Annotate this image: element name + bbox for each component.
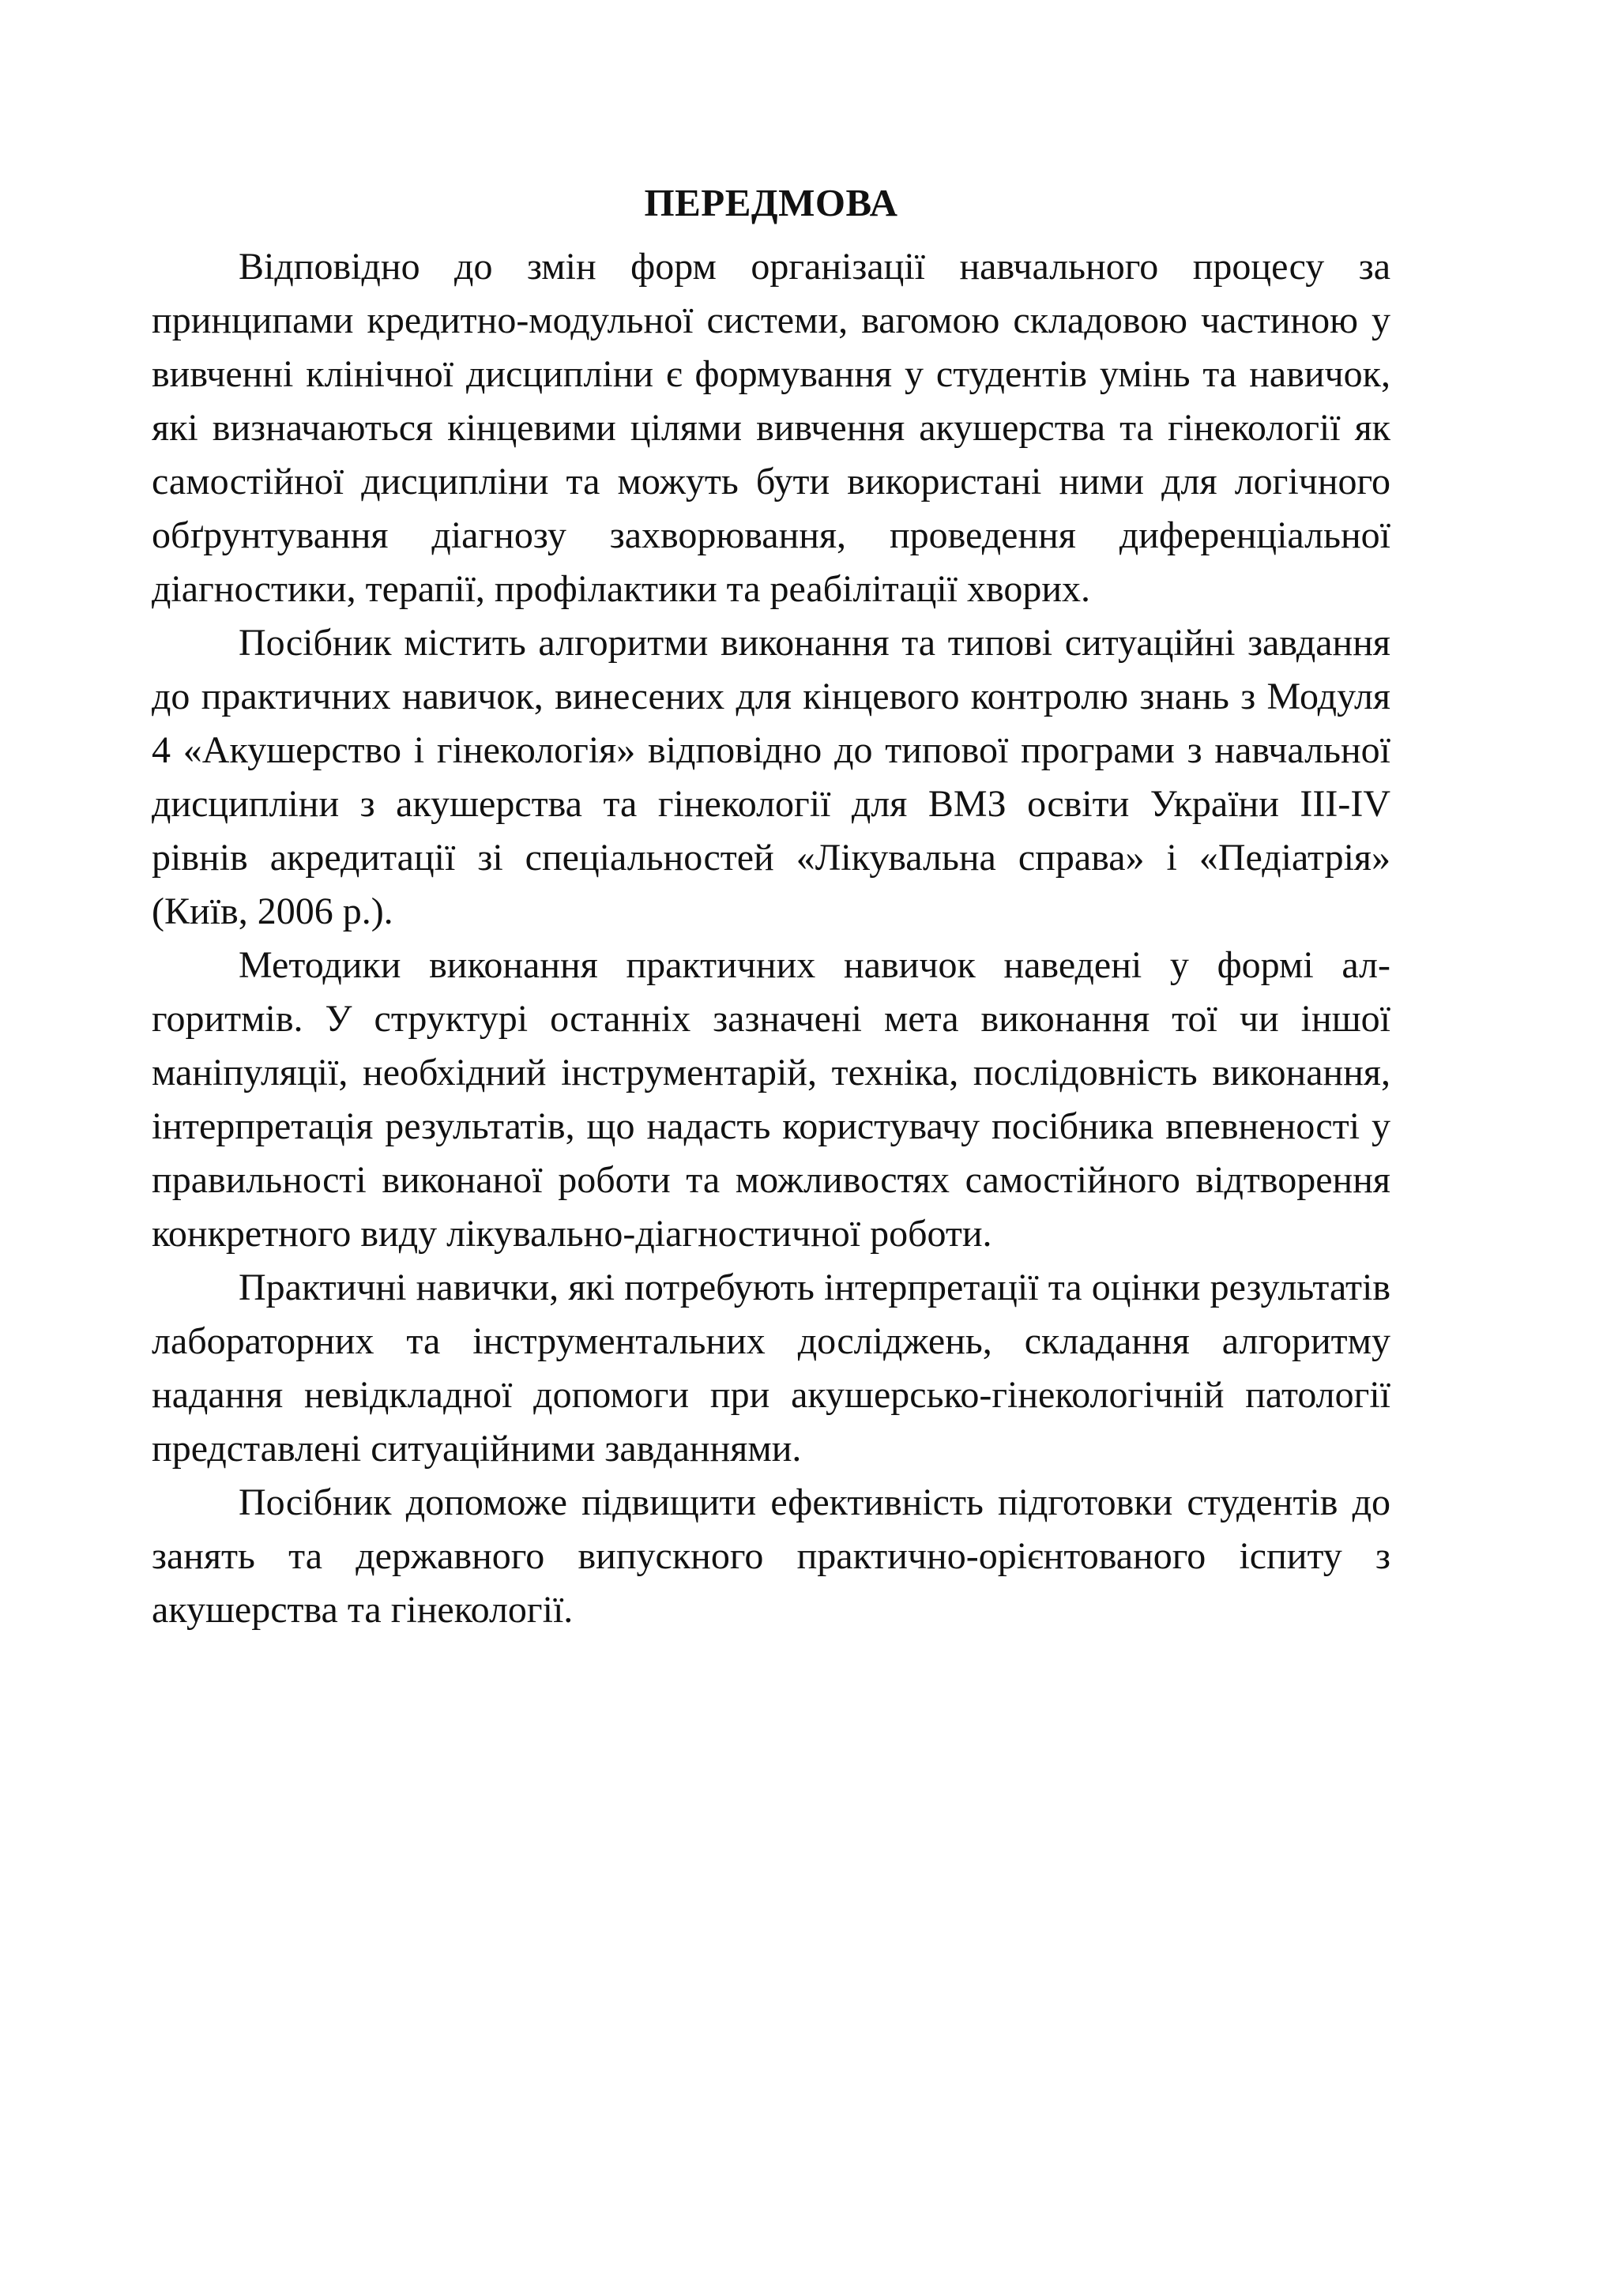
page-title: ПЕРЕДМОВА <box>644 181 898 224</box>
paragraph-4: Практичні навички, які потребують інтерпретації та оцінки результатів лабораторних та інструментальних досліджень, складання алгоритму надання невідкладної допомоги при акушерсько-гінекологічній патології представлені ситуаційними завданнями. <box>152 1267 1390 1470</box>
paragraph-5: Посібник допоможе підвищити ефективність підготовки студентів до занять та державного випускного практично-орієнтованого іспиту з акушерства та гінекології. <box>152 1481 1390 1631</box>
preface-section <box>152 174 1390 1637</box>
paragraph-3: Методики виконання практичних навичок наведені у формі алгоритмів. У структурі останніх зазначені мета виконання тої чи іншої маніпуляції, необхідний інструментарій, техніка, послідовність виконання, інтерпретація результатів, що надасть користувачу посібника впевненості у правильності виконаної роботи та можливостях самостійного відтворення конкретного виду лікувально-діагностичної роботи. <box>152 944 1390 1255</box>
paragraph-1: Відповідно до змін форм організації навчального процесу за принципами кредитно-модульної системи, вагомою складовою частиною у вивченні клінічної дисципліни є формування у студентів умінь та навичок, які визначаються кінцевими цілями вивчення акушерства та гінекології як самостійної дисципліни та можуть бути використані ними для логічного обґрунтування діагнозу захворювання, проведення диференціальної діагностики, терапії, профілактики та реабілітації хворих. <box>152 246 1390 610</box>
paragraph-2: Посібник містить алгоритми виконання та типові ситуаційні завдання до практичних навичок, винесених для кінцевого контролю знань з Модуля 4 «Акушерство і гінекологія» відповідно до типової програми з навчальної дисципліни з акушерства та гінекології для ВМЗ освіти України ІІІ-IV рівнів акредитації зі спеціальностей «Лікувальна справа» і «Педіатрія» (Київ, 2006 р.). <box>152 622 1390 932</box>
